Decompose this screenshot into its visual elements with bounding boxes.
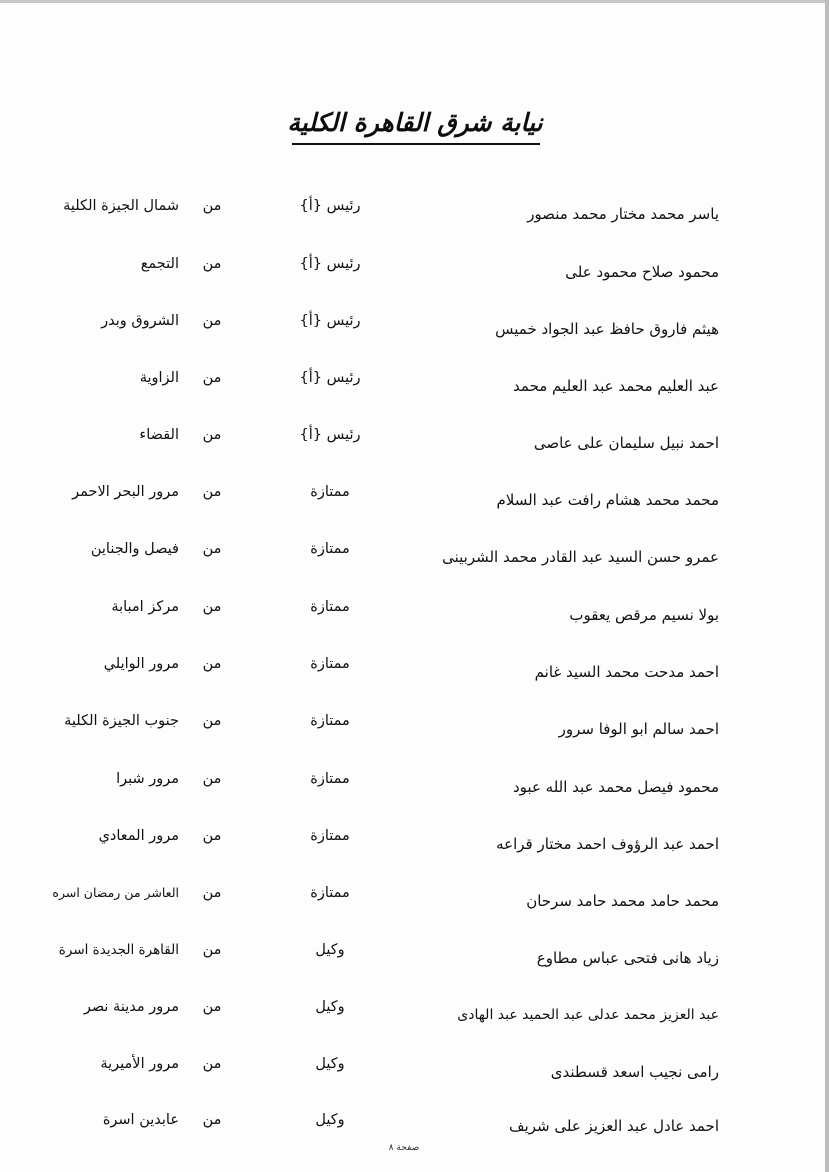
destination: فيصل والجناين xyxy=(90,541,179,557)
destination: العاشر من رمضان اسره xyxy=(52,885,179,900)
destination: شمال الجيزة الكلية xyxy=(63,198,179,214)
table-row xyxy=(0,654,829,694)
from-label: من xyxy=(202,599,222,615)
grade: وكيل xyxy=(315,999,345,1015)
from-label: من xyxy=(202,828,222,844)
grade: رئيس {أ} xyxy=(299,370,361,386)
table-row xyxy=(0,769,829,809)
from-label: من xyxy=(202,256,222,272)
from-label: من xyxy=(202,771,222,787)
table-row xyxy=(0,254,829,294)
destination: مرور الأميرية xyxy=(100,1056,179,1072)
from-label: من xyxy=(202,999,222,1015)
from-label: من xyxy=(202,1112,222,1128)
from-label: من xyxy=(202,885,222,901)
member-name: ياسر محمد مختار محمد منصور xyxy=(527,205,719,223)
from-label: من xyxy=(202,427,222,443)
member-name: عبد العليم محمد عبد العليم محمد xyxy=(513,377,719,395)
table-row xyxy=(0,196,829,236)
from-label: من xyxy=(202,541,222,557)
from-label: من xyxy=(202,713,222,729)
member-name: محمد محمد هشام رافت عبد السلام xyxy=(496,491,719,509)
member-name: محمود فيصل محمد عبد الله عبود xyxy=(513,778,719,796)
from-label: من xyxy=(202,313,222,329)
grade: ممتازة xyxy=(310,771,350,787)
member-name: احمد عادل عبد العزيز على شريف xyxy=(509,1117,719,1135)
member-name: هيثم فاروق حافظ عبد الجواد خميس xyxy=(495,320,719,338)
destination: مرور البحر الاحمر xyxy=(72,484,179,500)
page-number: صفحة ٨ xyxy=(388,1143,420,1153)
member-name: بولا نسيم مرقص يعقوب xyxy=(569,606,719,624)
member-name: رامى نجيب اسعد قسطندى xyxy=(550,1063,719,1081)
destination: القاهرة الجديدة اسرة xyxy=(58,942,179,958)
table-row xyxy=(0,539,829,579)
from-label: من xyxy=(202,656,222,672)
grade: رئيس {أ} xyxy=(299,256,361,272)
destination: القضاء xyxy=(139,427,179,443)
from-label: من xyxy=(202,484,222,500)
from-label: من xyxy=(202,198,222,214)
member-name: احمد سالم ابو الوفا سرور xyxy=(558,720,719,738)
table-row xyxy=(0,597,829,637)
member-name: محمد حامد محمد حامد سرحان xyxy=(526,892,719,910)
destination: مرور شبرا xyxy=(116,771,179,787)
from-label: من xyxy=(202,1056,222,1072)
table-row xyxy=(0,940,829,980)
grade: ممتازة xyxy=(310,541,350,557)
grade: رئيس {أ} xyxy=(299,198,361,214)
grade: وكيل xyxy=(315,1056,345,1072)
destination: مرور مدينة نصر xyxy=(83,999,179,1015)
member-name: عبد العزيز محمد عدلى عبد الحميد عبد الهادى xyxy=(457,1007,719,1023)
grade: ممتازة xyxy=(310,885,350,901)
destination: جنوب الجيزة الكلية xyxy=(64,713,179,729)
destination: الشروق وبدر xyxy=(101,313,179,329)
grade: ممتازة xyxy=(310,713,350,729)
grade: ممتازة xyxy=(310,656,350,672)
table-row xyxy=(0,826,829,866)
member-name: احمد عبد الرؤوف احمد مختار قراعه xyxy=(496,835,719,853)
table-row xyxy=(0,883,829,923)
table-row xyxy=(0,368,829,408)
member-name: احمد نبيل سليمان على عاصى xyxy=(533,434,719,452)
destination: مركز امبابة xyxy=(111,599,179,615)
grade: رئيس {أ} xyxy=(299,313,361,329)
table-row xyxy=(0,1054,829,1094)
grade: ممتازة xyxy=(310,599,350,615)
member-name: عمرو حسن السيد عبد القادر محمد الشربينى xyxy=(442,548,719,566)
from-label: من xyxy=(202,370,222,386)
grade: وكيل xyxy=(315,942,345,958)
grade: ممتازة xyxy=(310,828,350,844)
from-label: من xyxy=(202,942,222,958)
table-row xyxy=(0,311,829,351)
destination: التجمع xyxy=(140,256,179,272)
table-row xyxy=(0,425,829,465)
grade: رئيس {أ} xyxy=(299,427,361,443)
member-name: زياد هانى فتحى عباس مطاوع xyxy=(536,949,719,967)
member-name: محمود صلاح محمود على xyxy=(565,263,719,281)
page-title: نيابة شرق القاهرة الكلية xyxy=(287,108,543,137)
destination: مرور الوايلي xyxy=(103,656,179,672)
member-name: احمد مدحت محمد السيد غانم xyxy=(534,663,719,681)
table-row xyxy=(0,482,829,522)
destination: مرور المعادي xyxy=(98,828,179,844)
grade: وكيل xyxy=(315,1112,345,1128)
destination: عابدين اسرة xyxy=(102,1112,179,1128)
grade: ممتازة xyxy=(310,484,350,500)
table-row xyxy=(0,997,829,1037)
destination: الزاوية xyxy=(139,370,179,386)
table-row xyxy=(0,711,829,751)
